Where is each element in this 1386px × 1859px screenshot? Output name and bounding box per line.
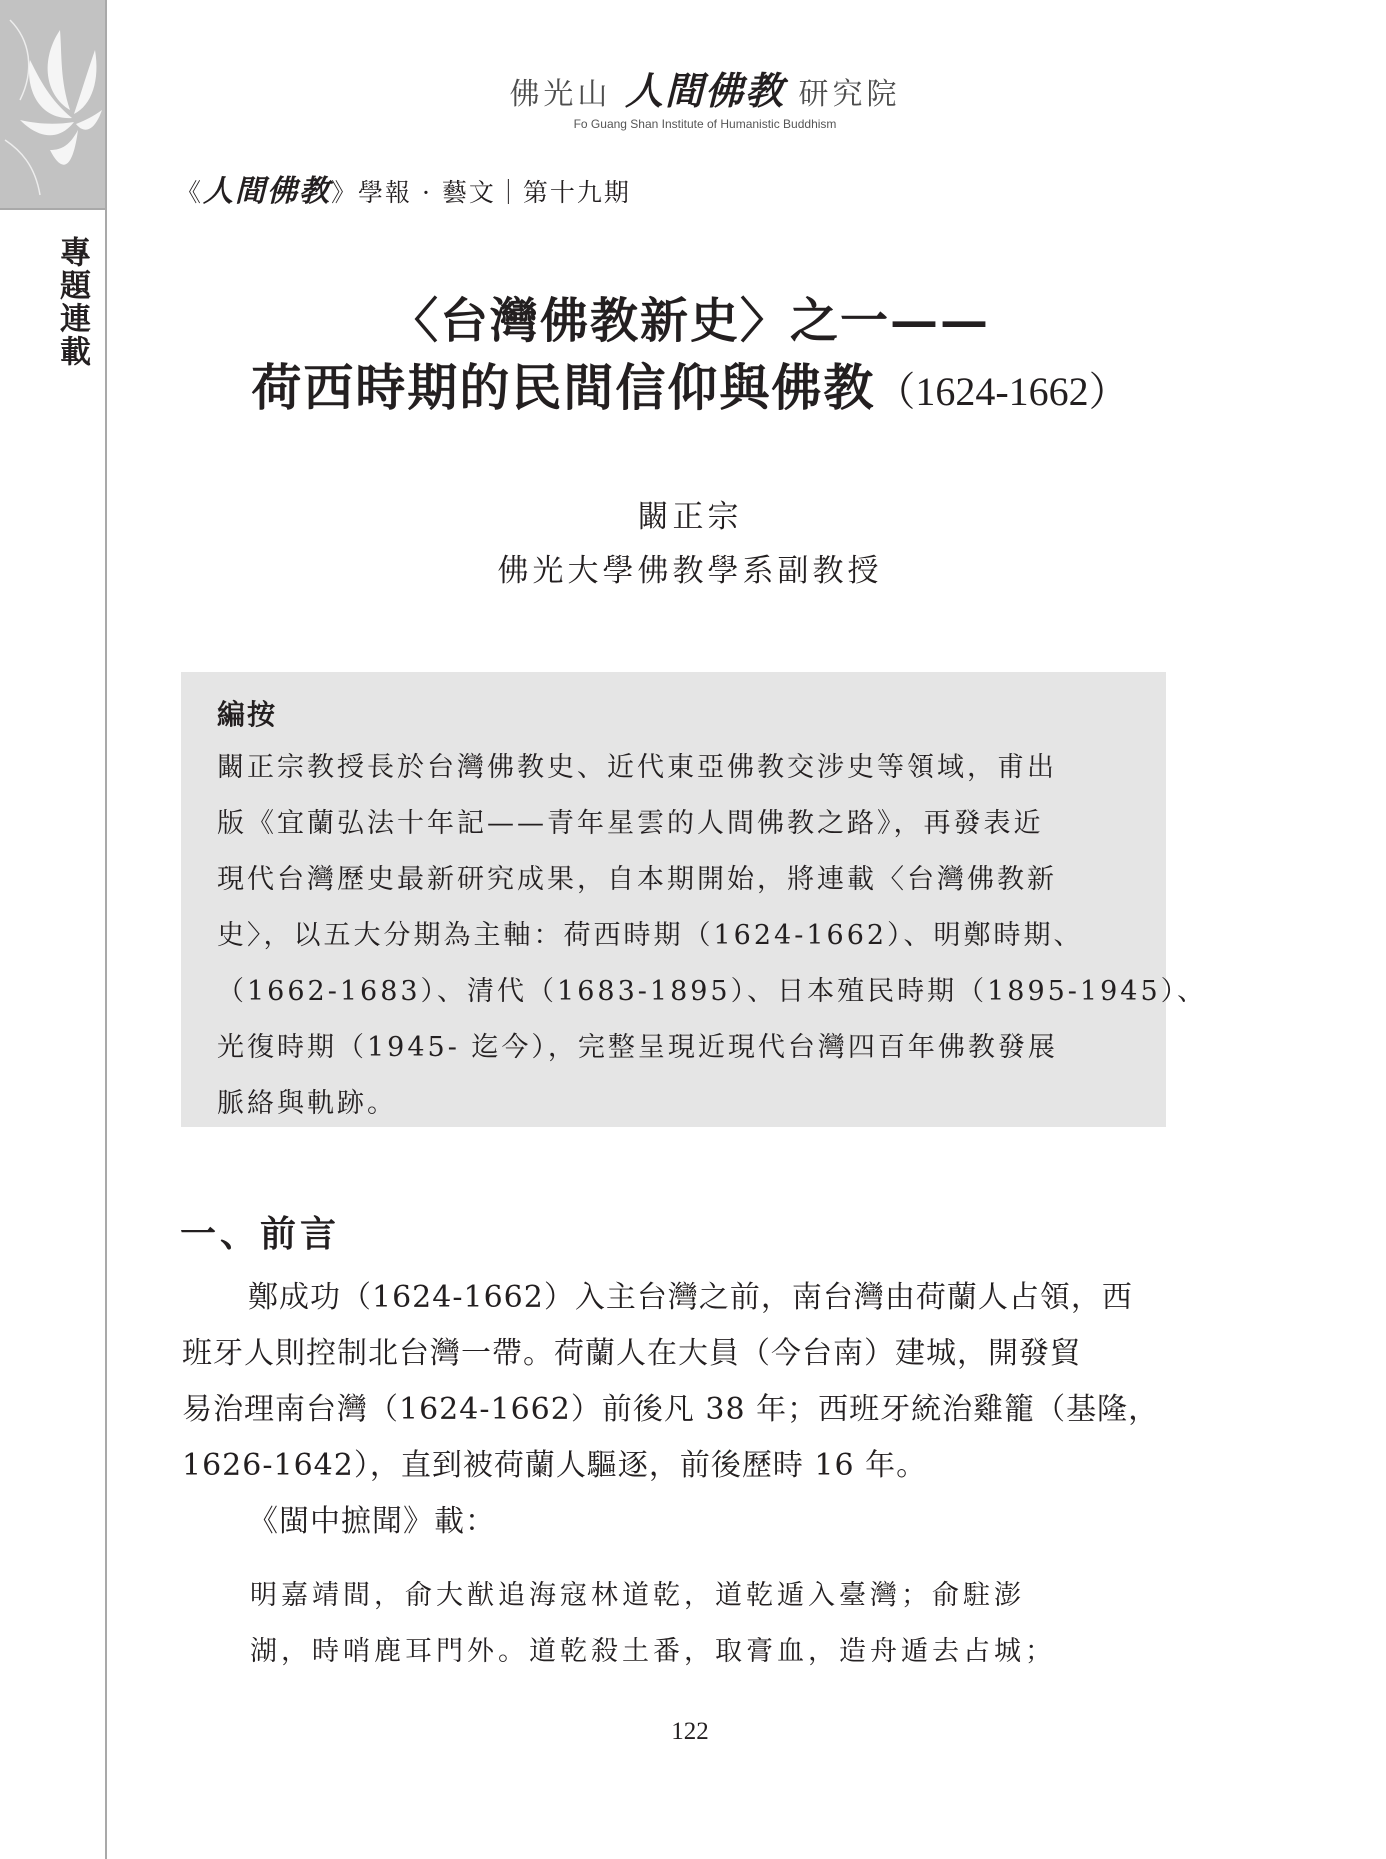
quote-line: 明嘉靖間，俞大猷追海寇林道乾，道乾遁入臺灣；俞駐澎 bbox=[250, 1580, 1025, 1611]
margin-rule-top bbox=[0, 208, 105, 210]
running-head-open: 《 bbox=[176, 178, 204, 207]
body-paragraph bbox=[182, 1270, 1172, 1550]
title-line-2 bbox=[150, 352, 1230, 428]
editor-note-line: 版《宜蘭弘法十年記——青年星雲的人間佛教之路》，再發表近 bbox=[217, 808, 1044, 839]
editor-note-line: 闞正宗教授長於台灣佛教史、近代東亞佛教交涉史等領域，甫出 bbox=[217, 752, 1057, 783]
title-line-1: 〈台灣佛教新史〉之一—— bbox=[389, 293, 990, 349]
paragraph-line: 班牙人則控制北台灣一帶。荷蘭人在大員（今台南）建城，開發貿 bbox=[182, 1336, 1081, 1371]
page-number: 122 bbox=[671, 1718, 709, 1745]
author-block bbox=[150, 490, 1230, 598]
author-name: 闞正宗 bbox=[637, 499, 743, 535]
editor-note-line: 史〉，以五大分期為主軸：荷西時期（1624-1662）、明鄭時期、 bbox=[217, 920, 1084, 951]
institute-name bbox=[400, 60, 1010, 115]
paragraph-line: 鄭成功（1624-1662）入主台灣之前，南台灣由荷蘭人占領，西 bbox=[248, 1280, 1133, 1315]
margin-rule bbox=[105, 0, 107, 1859]
lotus-flower-icon bbox=[0, 0, 105, 208]
author-affiliation: 佛光大學佛教學系副教授 bbox=[497, 553, 883, 589]
editor-note-line: 現代台灣歷史最新研究成果，自本期開始，將連載〈台灣佛教新 bbox=[217, 864, 1057, 895]
institute-brand: 人間佛教 bbox=[624, 68, 785, 113]
title-main: 荷西時期的民間信仰與佛教 bbox=[251, 358, 876, 417]
institute-prefix: 佛光山 bbox=[509, 77, 612, 112]
editor-note-line: 脈絡與軌跡。 bbox=[217, 1088, 397, 1119]
section-tab: 專題連載 bbox=[54, 236, 90, 368]
citation-line: 《閩中摭聞》載： bbox=[248, 1504, 496, 1539]
corner-decoration bbox=[0, 0, 105, 208]
institute-english-name: Fo Guang Shan Institute of Humanistic Buddhism bbox=[573, 117, 837, 131]
institute-header bbox=[400, 60, 1010, 131]
running-head-rest: 》學報 · 藝文｜第十九期 bbox=[331, 178, 631, 207]
editor-note-line: （1662-1683）、清代（1683-1895）、日本殖民時期（1895-1945）、 bbox=[217, 976, 1208, 1007]
title-years: （1624-1662） bbox=[875, 369, 1129, 414]
quote-line: 湖，時哨鹿耳門外。道乾殺土番，取膏血，造舟遁去占城； bbox=[250, 1636, 1056, 1667]
block-quote bbox=[250, 1568, 1150, 1680]
article-title bbox=[150, 290, 1230, 428]
editor-note-label: 編按 bbox=[217, 698, 278, 731]
running-head-brand: 人間佛教 bbox=[203, 174, 332, 209]
section-heading: 一、前言 bbox=[180, 1213, 341, 1255]
editor-note-line: 光復時期（1945- 迄今），完整呈現近現代台灣四百年佛教發展 bbox=[217, 1032, 1058, 1063]
institute-suffix: 研究院 bbox=[798, 77, 901, 112]
paragraph-line: 1626-1642），直到被荷蘭人驅逐，前後歷時 16 年。 bbox=[182, 1448, 928, 1483]
paragraph-line: 易治理南台灣（1624-1662）前後凡 38 年；西班牙統治雞籠（基隆， bbox=[182, 1392, 1160, 1427]
editor-note-box bbox=[181, 672, 1208, 1127]
running-head bbox=[176, 166, 631, 210]
